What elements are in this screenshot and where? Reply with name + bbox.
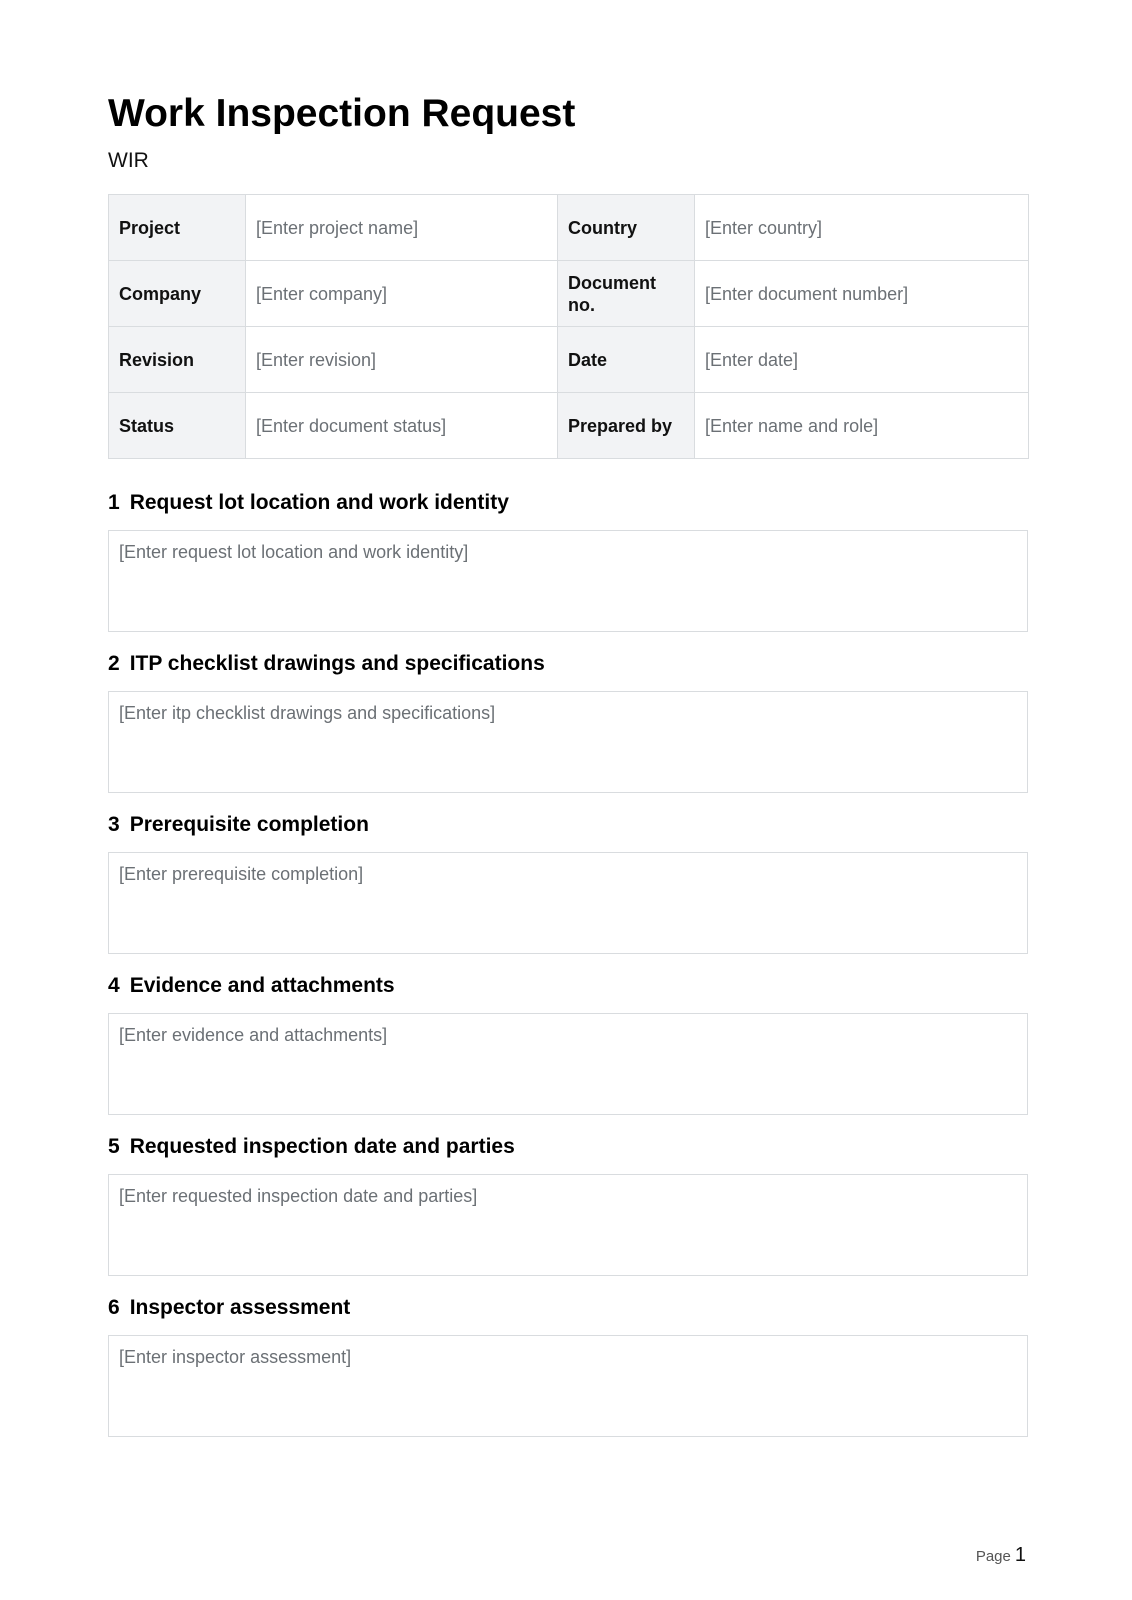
section-heading: [108, 1134, 1028, 1160]
section-heading: [108, 973, 1028, 999]
section-number: 6: [108, 1296, 120, 1319]
section-heading: [108, 1295, 1028, 1321]
revision-field[interactable]: [Enter revision]: [246, 327, 558, 393]
date-field[interactable]: [Enter date]: [695, 327, 1029, 393]
company-label: Company: [109, 261, 246, 327]
company-field[interactable]: [Enter company]: [246, 261, 558, 327]
metadata-table: [108, 194, 1029, 459]
section-request-lot: [108, 490, 1028, 632]
project-field[interactable]: [Enter project name]: [246, 195, 558, 261]
section-heading: [108, 490, 1028, 516]
evidence-field[interactable]: [Enter evidence and attachments]: [108, 1013, 1028, 1115]
country-label: Country: [558, 195, 695, 261]
section-title: Inspector assessment: [129, 1296, 351, 1319]
date-label: Date: [558, 327, 695, 393]
page-number: 1: [1014, 1544, 1026, 1566]
section-number: 4: [108, 974, 120, 997]
section-title: ITP checklist drawings and specifications: [129, 652, 545, 675]
section-number: 1: [108, 491, 120, 514]
page-label: Page: [975, 1548, 1011, 1565]
section-title: Requested inspection date and parties: [129, 1135, 515, 1158]
project-label: Project: [109, 195, 246, 261]
metadata-row: [109, 393, 1029, 459]
section-prerequisite: [108, 812, 1028, 954]
prerequisite-field[interactable]: [Enter prerequisite completion]: [108, 852, 1028, 954]
section-title: Evidence and attachments: [129, 974, 395, 997]
status-field[interactable]: [Enter document status]: [246, 393, 558, 459]
inspector-assessment-field[interactable]: [Enter inspector assessment]: [108, 1335, 1028, 1437]
section-itp-checklist: [108, 651, 1028, 793]
status-label: Status: [109, 393, 246, 459]
section-number: 3: [108, 813, 120, 836]
request-lot-field[interactable]: [Enter request lot location and work identity]: [108, 530, 1028, 632]
document-title: Work Inspection Request: [108, 92, 576, 135]
section-inspection-date: [108, 1134, 1028, 1276]
metadata-row: [109, 261, 1029, 327]
document-subtitle: WIR: [108, 149, 149, 172]
prepared-by-label: Prepared by: [558, 393, 695, 459]
section-heading: [108, 651, 1028, 677]
section-evidence: [108, 973, 1028, 1115]
prepared-by-field[interactable]: [Enter name and role]: [695, 393, 1029, 459]
section-title: Prerequisite completion: [129, 813, 369, 836]
section-title: Request lot location and work identity: [129, 491, 509, 514]
inspection-date-field[interactable]: [Enter requested inspection date and parties]: [108, 1174, 1028, 1276]
section-inspector-assessment: [108, 1295, 1028, 1437]
metadata-row: [109, 195, 1029, 261]
page-footer: [976, 1543, 1026, 1569]
document-number-label: Document no.: [558, 261, 695, 327]
document-number-field[interactable]: [Enter document number]: [695, 261, 1029, 327]
section-heading: [108, 812, 1028, 838]
section-number: 5: [108, 1135, 120, 1158]
itp-checklist-field[interactable]: [Enter itp checklist drawings and specifications]: [108, 691, 1028, 793]
revision-label: Revision: [109, 327, 246, 393]
country-field[interactable]: [Enter country]: [695, 195, 1029, 261]
section-number: 2: [108, 652, 120, 675]
metadata-row: [109, 327, 1029, 393]
